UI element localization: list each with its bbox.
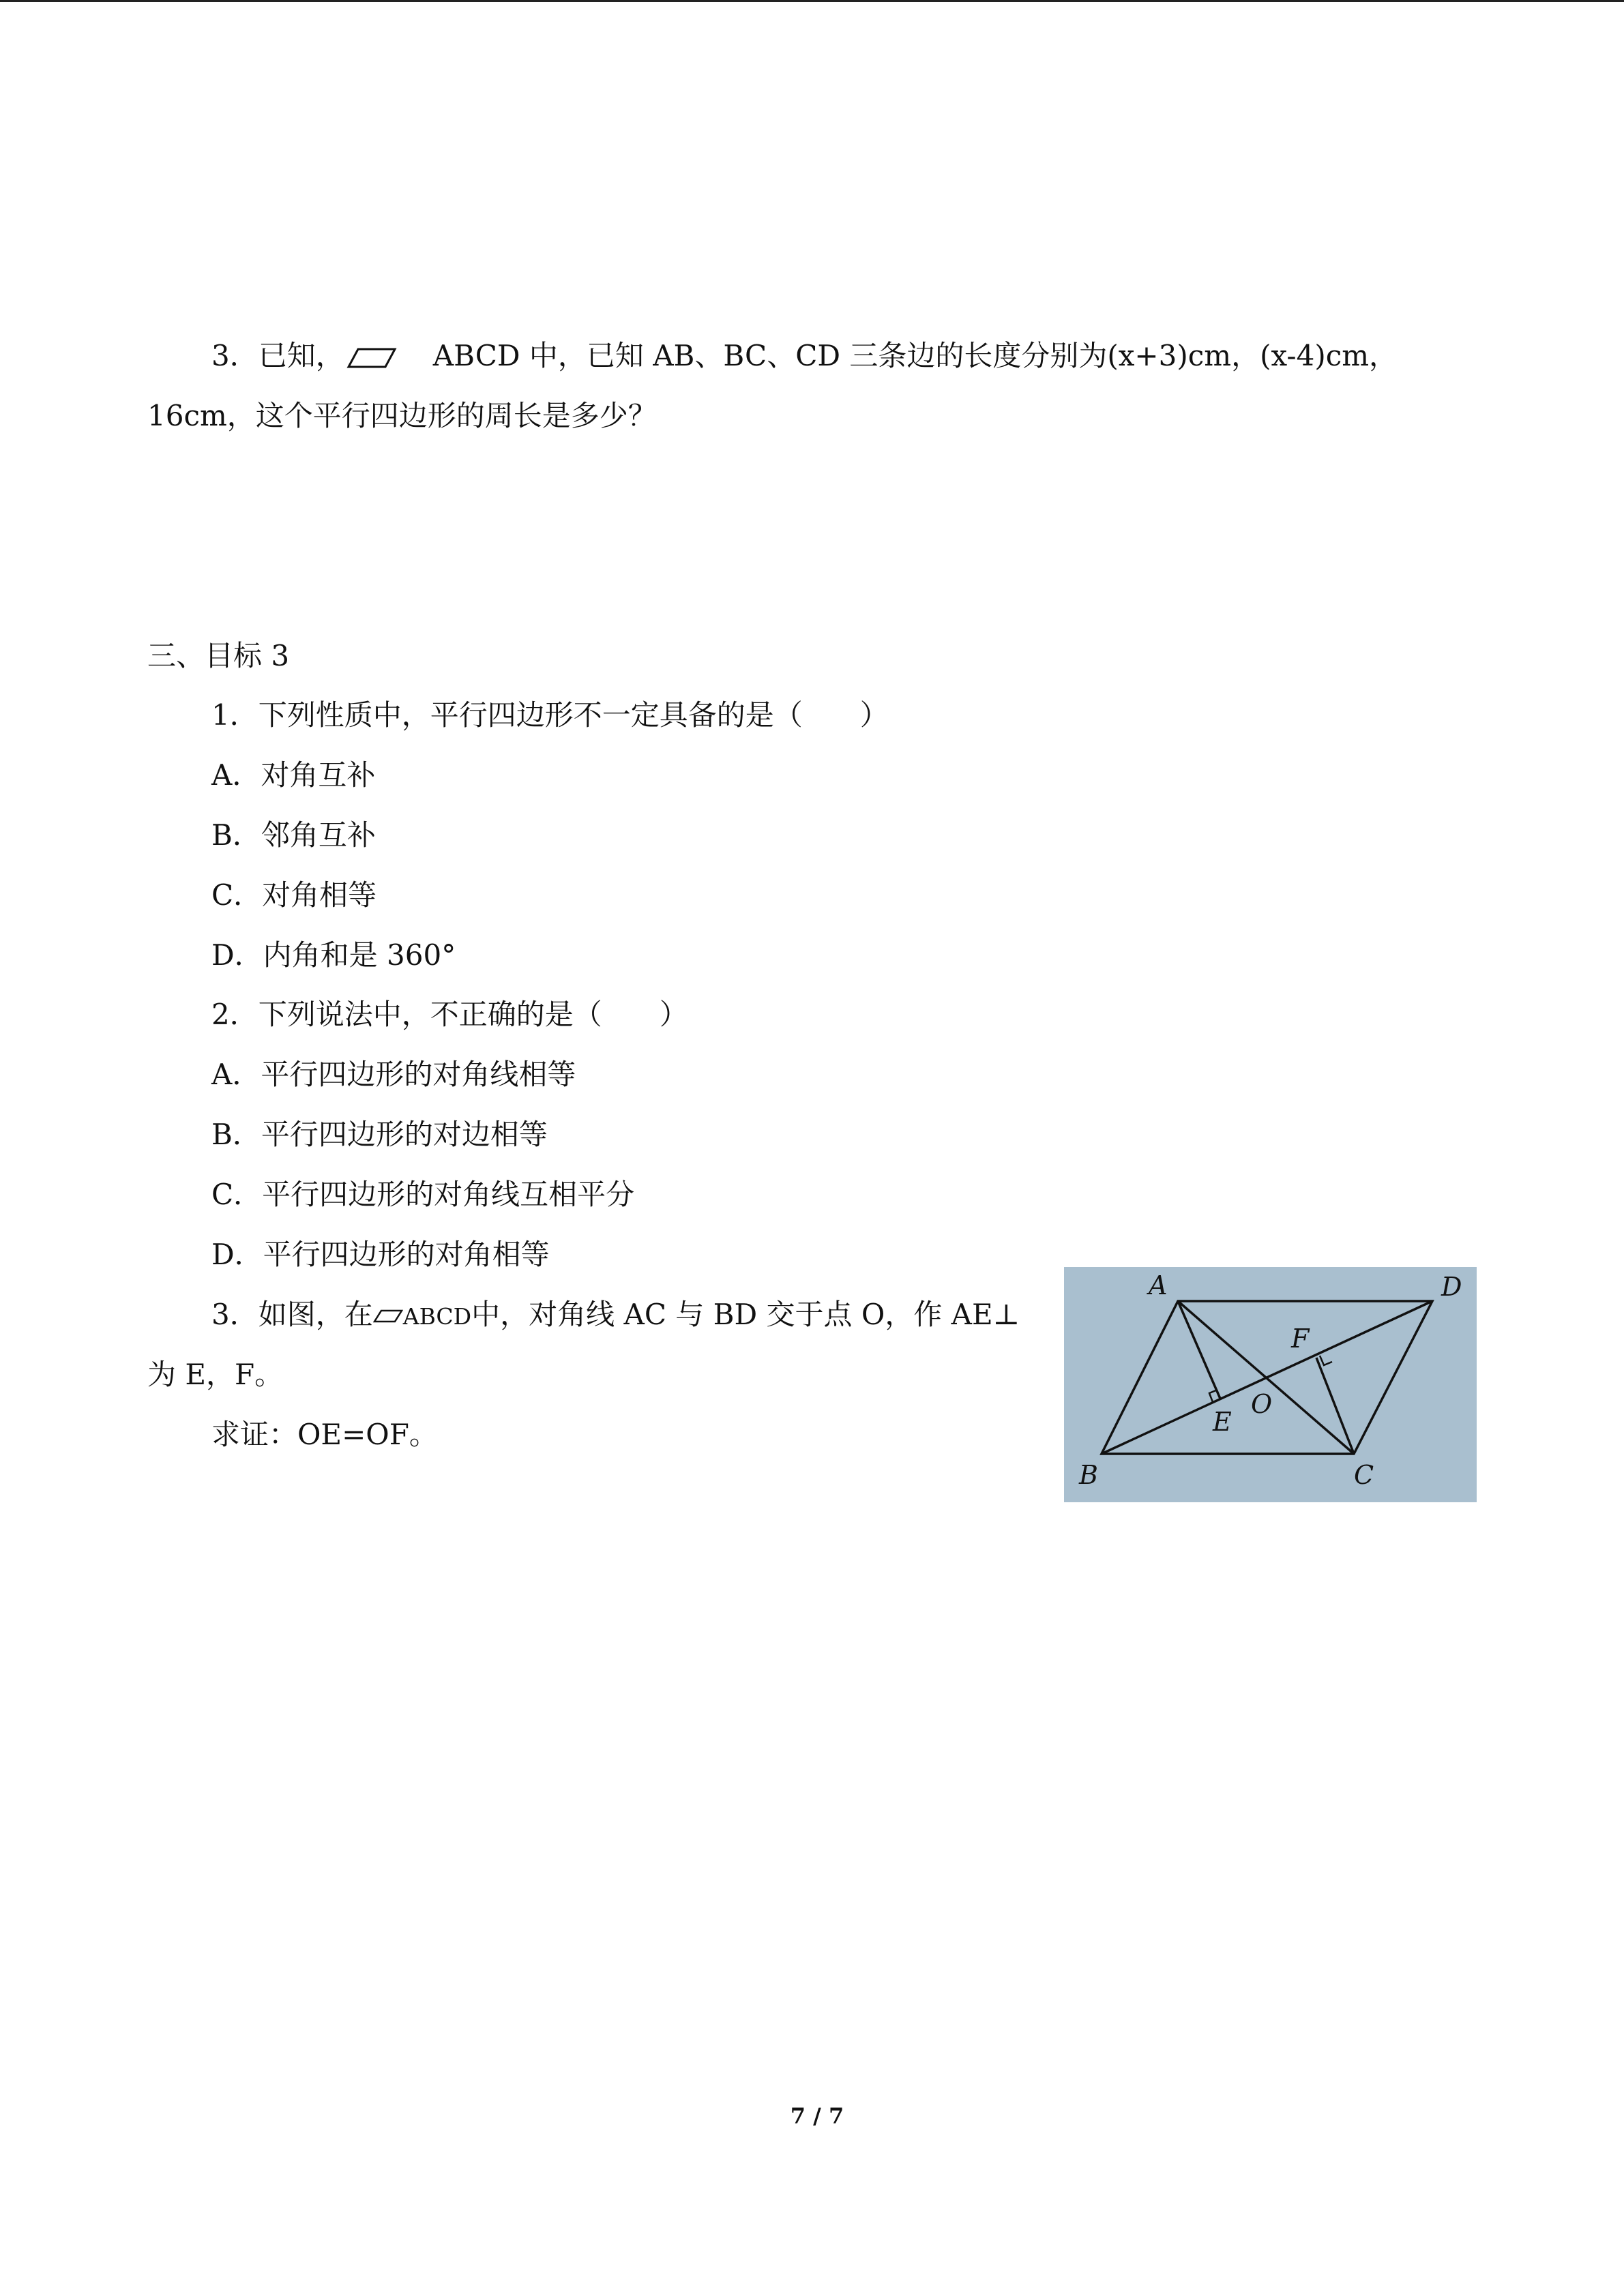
diagonal-bd xyxy=(1102,1301,1432,1454)
label-c: C xyxy=(1354,1460,1374,1490)
parallelogram-diagram xyxy=(1064,1267,1477,1502)
q2-option-a: A．平行四边形的对角线相等 xyxy=(211,1058,576,1091)
label-a: A xyxy=(1149,1270,1168,1300)
q3-prev-line1 xyxy=(211,336,1398,376)
q1-option-a: A．对角互补 xyxy=(211,758,376,792)
q1-option-b: B．邻角互补 xyxy=(211,818,376,852)
parallelogram-symbol-icon xyxy=(344,342,399,374)
q3-prev-line2: 16cm，这个平行四边形的周长是多少？ xyxy=(147,399,657,432)
label-d: D xyxy=(1441,1272,1462,1302)
label-o: O xyxy=(1251,1389,1273,1419)
label-b: B xyxy=(1079,1460,1098,1490)
q3-prev-number: 3．已知， xyxy=(211,339,344,372)
q3-stem-prefix: 3．如图，在 xyxy=(211,1298,373,1331)
q3-stem-abcd: ABCD xyxy=(402,1303,472,1330)
q2-stem: 2．下列说法中，不正确的是（ ） xyxy=(211,998,688,1031)
q1-option-d: D．内角和是 360° xyxy=(211,938,456,972)
page-number: 7 / 7 xyxy=(790,2103,844,2129)
parallelogram-symbol-icon xyxy=(373,1307,403,1327)
q2-option-c: C．平行四边形的对角线互相平分 xyxy=(211,1178,635,1211)
q1-stem: 1．下列性质中，平行四边形不一定具备的是（ ） xyxy=(211,698,889,732)
q3-stem-suffix: 中，对角线 AC 与 BD 交于点 O，作 AE⊥ xyxy=(471,1298,1020,1331)
top-border xyxy=(0,0,1624,2)
label-f: F xyxy=(1291,1324,1310,1354)
section-heading: 三、目标 3 xyxy=(147,639,290,672)
q3-prove: 求证：OE=OF。 xyxy=(211,1418,438,1451)
q1-option-c: C．对角相等 xyxy=(211,878,377,912)
q3-prev-text: ABCD 中，已知 AB、BC、CD 三条边的长度分别为(x+3)cm，(x-4)cm， xyxy=(432,339,1398,372)
q3-line2: 为 E，F。 xyxy=(147,1358,284,1391)
q2-option-b: B．平行四边形的对边相等 xyxy=(211,1118,548,1151)
segment-ae xyxy=(1178,1301,1220,1399)
q2-option-d: D．平行四边形的对角相等 xyxy=(211,1238,550,1271)
segment-cf xyxy=(1316,1358,1354,1454)
label-e: E xyxy=(1213,1407,1232,1437)
right-angle-f xyxy=(1320,1356,1332,1365)
q3-stem xyxy=(211,1294,1064,1337)
geometry-figure xyxy=(1064,1267,1477,1502)
